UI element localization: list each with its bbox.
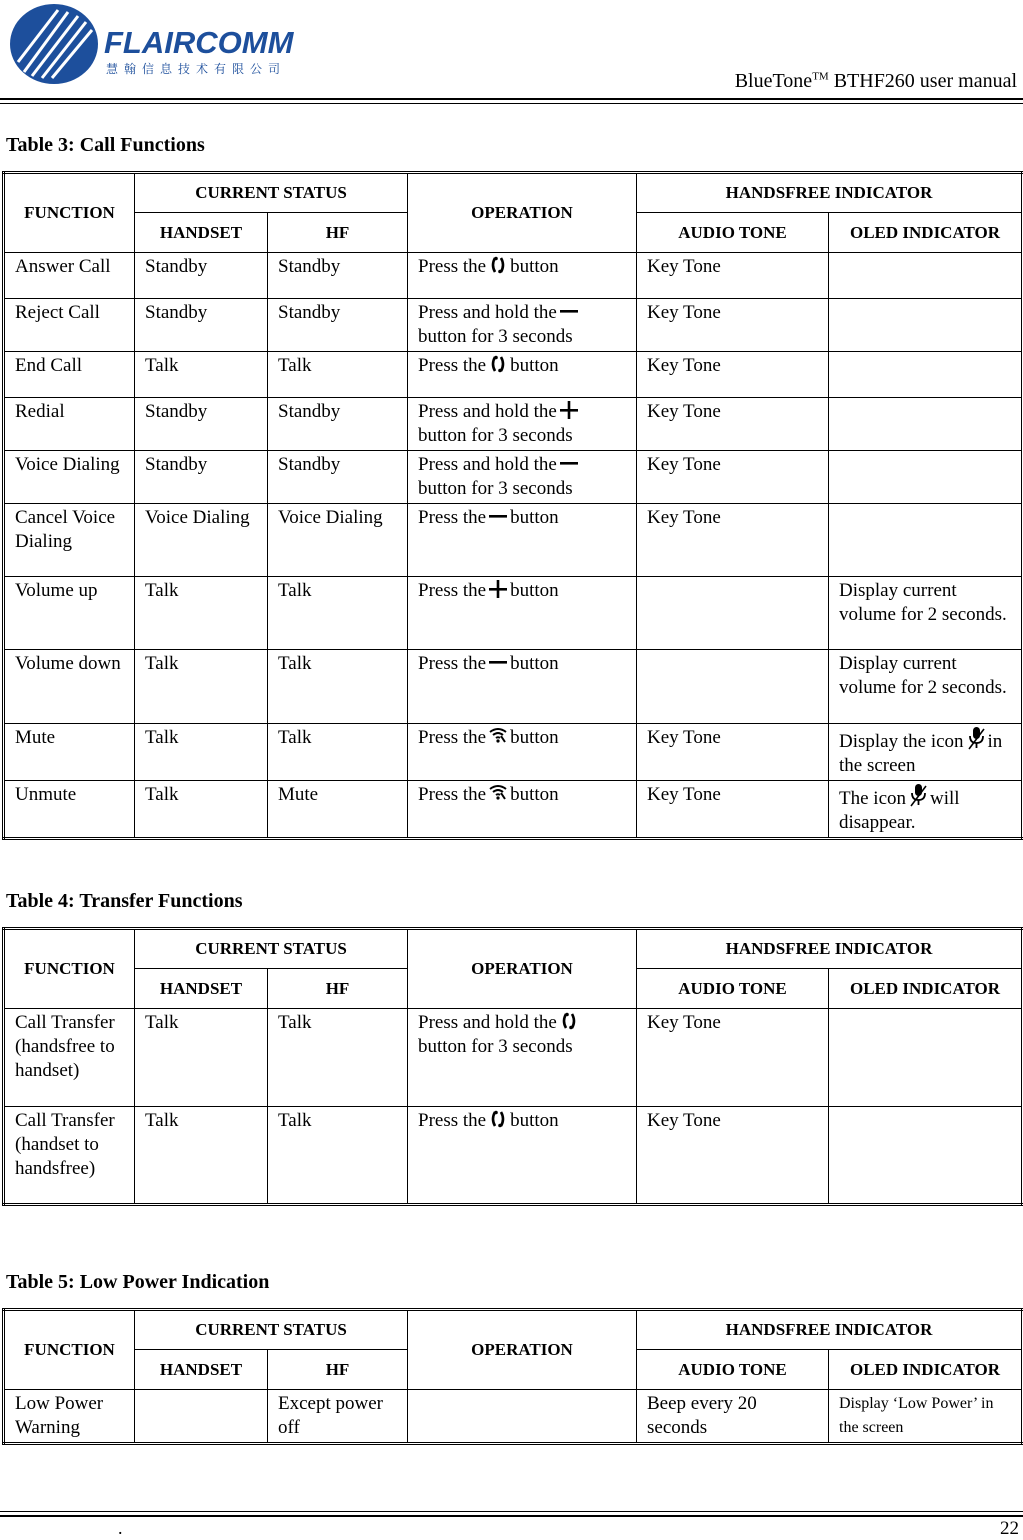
oled-indicator-cell <box>829 299 1023 352</box>
audio-tone-cell: Key Tone <box>637 352 829 398</box>
minus-icon <box>488 506 508 526</box>
header-function: FUNCTION <box>4 1310 135 1390</box>
handset-status-cell: Standby <box>135 299 268 352</box>
function-cell: Volume up <box>4 577 135 650</box>
header-handsfree-indicator: HANDSFREE INDICATOR <box>637 173 1023 213</box>
operation-cell: Press and hold the button for 3 seconds <box>408 398 637 451</box>
header-handset: HANDSET <box>135 1350 268 1390</box>
footer-mark: . <box>118 1518 123 1538</box>
audio-tone-cell: Key Tone <box>637 451 829 504</box>
oled-indicator-cell: Display current volume for 2 seconds. <box>829 577 1023 650</box>
audio-tone-cell <box>637 650 829 724</box>
plus-icon <box>488 579 508 599</box>
hf-status-cell: Voice Dialing <box>268 504 408 577</box>
header-rule-thin <box>0 103 1023 104</box>
hf-status-cell: Standby <box>268 451 408 504</box>
hf-status-cell: Talk <box>268 577 408 650</box>
table-row <box>4 724 1023 781</box>
call-icon <box>488 354 508 374</box>
call-functions-table <box>2 171 1023 840</box>
low-power-indication-table <box>2 1308 1023 1445</box>
function-cell: Call Transfer (handsfree to handset) <box>4 1009 135 1107</box>
footer-rule-thin <box>0 1511 1023 1512</box>
header-handset: HANDSET <box>135 969 268 1009</box>
plus-icon <box>559 400 579 420</box>
oled-indicator-cell <box>829 352 1023 398</box>
table-row <box>4 781 1023 839</box>
function-cell: Cancel Voice Dialing <box>4 504 135 577</box>
oled-indicator-cell <box>829 253 1023 299</box>
table3-caption: Table 3: Call Functions <box>6 134 205 156</box>
oled-indicator-cell: Display ‘Low Power’ in the screen <box>829 1390 1023 1444</box>
header-operation: OPERATION <box>408 929 637 1009</box>
brand-name: FLAIRCOMM <box>104 25 294 60</box>
operation-cell: Press and hold the button for 3 seconds <box>408 451 637 504</box>
table-row <box>4 1390 1023 1444</box>
handset-status-cell: Talk <box>135 1009 268 1107</box>
hf-status-cell: Talk <box>268 650 408 724</box>
operation-cell: Press the button <box>408 724 637 781</box>
handset-status-cell: Standby <box>135 253 268 299</box>
oled-indicator-cell <box>829 451 1023 504</box>
handset-status-cell: Standby <box>135 451 268 504</box>
function-cell: End Call <box>4 352 135 398</box>
header-operation: OPERATION <box>408 173 637 253</box>
operation-cell: Press and hold the button for 3 seconds <box>408 299 637 352</box>
oled-indicator-cell <box>829 1107 1023 1205</box>
operation-cell: Press the button <box>408 1107 637 1205</box>
audio-tone-cell: Beep every 20 seconds <box>637 1390 829 1444</box>
transfer-functions-table <box>2 927 1023 1206</box>
operation-cell: Press the button <box>408 650 637 724</box>
handset-status-cell: Talk <box>135 724 268 781</box>
mic-mute-icon <box>966 726 986 750</box>
call-icon <box>488 1109 508 1129</box>
table4-caption: Table 4: Transfer Functions <box>6 890 243 912</box>
hf-status-cell: Talk <box>268 1009 408 1107</box>
mute-button-icon <box>488 783 508 803</box>
minus-icon <box>559 301 579 321</box>
table-row <box>4 1009 1023 1107</box>
oled-indicator-cell: Display current volume for 2 seconds. <box>829 650 1023 724</box>
brand-subtitle: 慧翰信息技术有限公司 <box>106 62 287 76</box>
function-cell: Voice Dialing <box>4 451 135 504</box>
handset-status-cell: Voice Dialing <box>135 504 268 577</box>
header-hf: HF <box>268 1350 408 1390</box>
hf-status-cell: Mute <box>268 781 408 839</box>
audio-tone-cell: Key Tone <box>637 253 829 299</box>
table-row <box>4 451 1023 504</box>
operation-cell: Press the button <box>408 352 637 398</box>
document-title: BlueTone™ BTHF260 user manual <box>734 70 1017 92</box>
function-cell: Call Transfer (handset to handsfree) <box>4 1107 135 1205</box>
handset-status-cell: Talk <box>135 352 268 398</box>
footer-rule <box>0 1515 1023 1517</box>
hf-status-cell: Talk <box>268 352 408 398</box>
call-icon <box>488 255 508 275</box>
function-cell: Low Power Warning <box>4 1390 135 1444</box>
oled-indicator-cell: The icon will disappear. <box>829 781 1023 839</box>
header-handsfree-indicator: HANDSFREE INDICATOR <box>637 1310 1023 1350</box>
function-cell: Volume down <box>4 650 135 724</box>
table-row <box>4 577 1023 650</box>
oled-indicator-cell <box>829 504 1023 577</box>
handset-status-cell: Talk <box>135 577 268 650</box>
header-current-status: CURRENT STATUS <box>135 929 408 969</box>
table-row <box>4 650 1023 724</box>
call-icon <box>559 1011 579 1031</box>
handset-status-cell <box>135 1390 268 1444</box>
handset-status-cell: Standby <box>135 398 268 451</box>
audio-tone-cell <box>637 577 829 650</box>
header-handsfree-indicator: HANDSFREE INDICATOR <box>637 929 1023 969</box>
function-cell: Mute <box>4 724 135 781</box>
header-operation: OPERATION <box>408 1310 637 1390</box>
operation-cell: Press the button <box>408 781 637 839</box>
hf-status-cell: Standby <box>268 253 408 299</box>
header-current-status: CURRENT STATUS <box>135 1310 408 1350</box>
audio-tone-cell: Key Tone <box>637 504 829 577</box>
operation-cell <box>408 1390 637 1444</box>
hf-status-cell: Except power off <box>268 1390 408 1444</box>
header-audio-tone: AUDIO TONE <box>637 213 829 253</box>
header-audio-tone: AUDIO TONE <box>637 1350 829 1390</box>
hf-status-cell: Talk <box>268 1107 408 1205</box>
minus-icon <box>559 453 579 473</box>
audio-tone-cell: Key Tone <box>637 299 829 352</box>
header-oled-indicator: OLED INDICATOR <box>829 1350 1023 1390</box>
header-current-status: CURRENT STATUS <box>135 173 408 213</box>
mic-mute-icon <box>908 783 928 807</box>
table-row <box>4 504 1023 577</box>
table-row <box>4 398 1023 451</box>
header-oled-indicator: OLED INDICATOR <box>829 213 1023 253</box>
table-row <box>4 253 1023 299</box>
table5-caption: Table 5: Low Power Indication <box>6 1271 270 1293</box>
oled-indicator-cell <box>829 398 1023 451</box>
oled-indicator-cell <box>829 1009 1023 1107</box>
table-row <box>4 1107 1023 1205</box>
mute-button-icon <box>488 726 508 746</box>
function-cell: Answer Call <box>4 253 135 299</box>
table-row <box>4 352 1023 398</box>
function-cell: Redial <box>4 398 135 451</box>
operation-cell: Press the button <box>408 504 637 577</box>
header-handset: HANDSET <box>135 213 268 253</box>
header-hf: HF <box>268 969 408 1009</box>
hf-status-cell: Talk <box>268 724 408 781</box>
table-row <box>4 299 1023 352</box>
header-rule <box>0 98 1023 100</box>
audio-tone-cell: Key Tone <box>637 724 829 781</box>
header-oled-indicator: OLED INDICATOR <box>829 969 1023 1009</box>
header-hf: HF <box>268 213 408 253</box>
header-function: FUNCTION <box>4 929 135 1009</box>
hf-status-cell: Standby <box>268 299 408 352</box>
function-cell: Unmute <box>4 781 135 839</box>
audio-tone-cell: Key Tone <box>637 398 829 451</box>
minus-icon <box>488 652 508 672</box>
oled-indicator-cell: Display the icon in the screen <box>829 724 1023 781</box>
function-cell: Reject Call <box>4 299 135 352</box>
operation-cell: Press the button <box>408 577 637 650</box>
hf-status-cell: Standby <box>268 398 408 451</box>
operation-cell: Press and hold the button for 3 seconds <box>408 1009 637 1107</box>
header-function: FUNCTION <box>4 173 135 253</box>
handset-status-cell: Talk <box>135 650 268 724</box>
audio-tone-cell: Key Tone <box>637 1107 829 1205</box>
header-audio-tone: AUDIO TONE <box>637 969 829 1009</box>
operation-cell: Press the button <box>408 253 637 299</box>
handset-status-cell: Talk <box>135 1107 268 1205</box>
flaircomm-logo <box>6 2 316 86</box>
audio-tone-cell: Key Tone <box>637 781 829 839</box>
page-number: 22 <box>1000 1518 1019 1539</box>
audio-tone-cell: Key Tone <box>637 1009 829 1107</box>
handset-status-cell: Talk <box>135 781 268 839</box>
